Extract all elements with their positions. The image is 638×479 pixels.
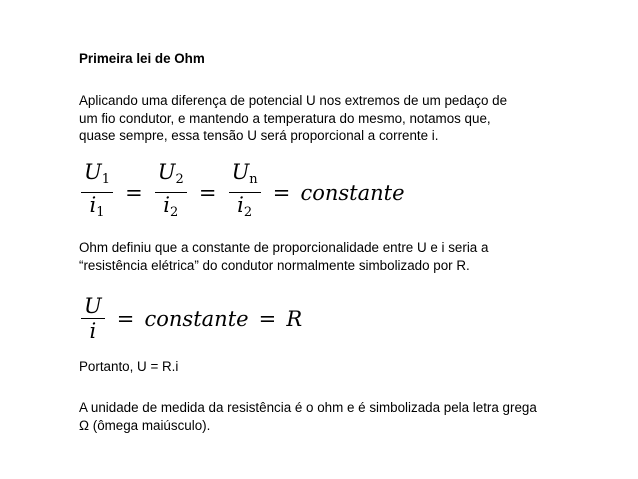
denominator: i [237,193,244,217]
fraction-u-i [81,294,105,343]
denominator: i [89,193,97,217]
equation-proportionality [79,160,405,220]
subscript: 2 [175,172,184,187]
equals-sign: = [125,180,143,205]
subscript: n [249,172,258,187]
equals-sign: = [198,180,217,205]
numerator: U [231,160,250,184]
paragraph-line: um fio condutor, e mantendo a temperatura do mesmo, notamos que, [79,110,491,126]
paragraph-unit [79,399,537,434]
fraction-u1-i1 [81,160,113,225]
resistance-symbol: R [286,306,303,331]
paragraph-line: Ohm definiu que a constante de proporcionalidade entre U e i seria a [79,240,489,255]
constant-word: constante [144,306,249,331]
paragraph-ohm-intro [79,92,507,145]
subscript: 1 [96,205,105,220]
subscript: 2 [243,205,253,220]
equals-sign: = [272,180,291,205]
numerator: U [81,294,105,319]
fraction-u2-i2 [155,160,187,225]
paragraph-line: quase sempre, essa tensão U será proporcional a corrente i. [79,128,439,143]
paragraph-ohm-definition [79,239,488,274]
fraction-un-i2 [229,160,261,225]
subscript: 1 [101,172,110,187]
denominator: i [89,319,97,343]
paragraph-line: Ω (ômega maiúsculo). [79,417,211,433]
subscript: 2 [169,205,179,220]
numerator: U [157,160,176,184]
equation-resistance [79,294,302,344]
equals-sign: = [258,306,277,331]
paragraph-conclusion: Portanto, U = R.i [79,359,179,374]
paragraph-line: A unidade de medida da resistência é o ohm e é simbolizada pela letra grega [79,400,537,415]
paragraph-line: “resistência elétrica” do condutor normalmente simbolizado por R. [79,257,470,273]
constant-word: constante [300,180,405,205]
denominator: i [163,193,170,217]
slide-title: Primeira lei de Ohm [79,51,205,66]
numerator: U [84,160,102,184]
equals-sign: = [116,306,135,331]
paragraph-line: Aplicando uma diferença de potencial U nos extremos de um pedaço de [79,93,508,108]
